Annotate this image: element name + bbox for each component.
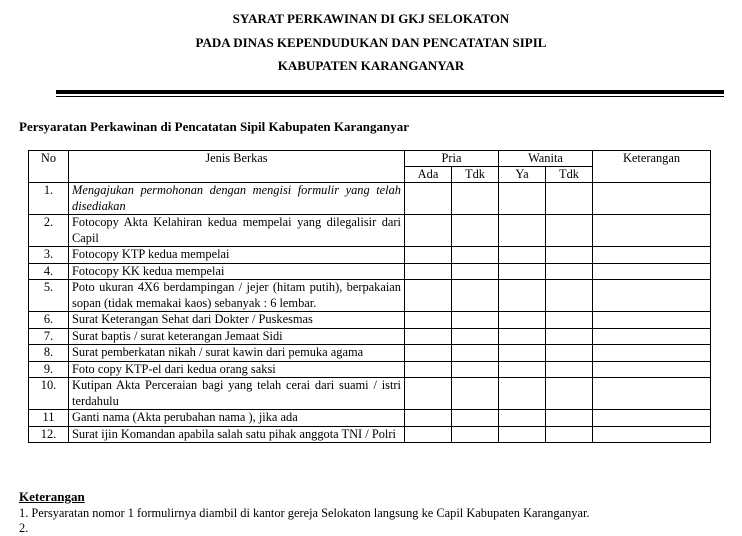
check-cell-wanita-tdk xyxy=(546,183,593,215)
keterangan-note-2: 2. xyxy=(19,521,29,535)
document-title-line-2: PADA DINAS KEPENDUDUKAN DAN PENCATATAN SIPIL xyxy=(195,35,547,50)
row-number: 5. xyxy=(29,280,69,312)
row-description: Fotocopy KK kedua mempelai xyxy=(69,263,405,280)
header-pria: Pria xyxy=(405,151,499,167)
check-cell-pria-tdk xyxy=(452,183,499,215)
check-cell-pria-ada xyxy=(405,345,452,362)
header-jenis-berkas: Jenis Berkas xyxy=(69,151,405,183)
header-wanita-tdk: Tdk xyxy=(546,167,593,183)
check-cell-pria-tdk xyxy=(452,378,499,410)
check-cell-wanita-tdk xyxy=(546,263,593,280)
keterangan-cell xyxy=(593,215,711,247)
table-row xyxy=(29,263,711,280)
header-divider-thick xyxy=(56,90,724,94)
check-cell-wanita-ya xyxy=(499,345,546,362)
check-cell-pria-ada xyxy=(405,215,452,247)
header-no: No xyxy=(29,151,69,183)
check-cell-pria-tdk xyxy=(452,328,499,345)
row-number: 12. xyxy=(29,426,69,443)
keterangan-cell xyxy=(593,312,711,329)
keterangan-title: Keterangan xyxy=(19,489,85,504)
check-cell-pria-tdk xyxy=(452,426,499,443)
check-cell-pria-ada xyxy=(405,247,452,264)
keterangan-note-1: 1. Persyaratan nomor 1 formulirnya diambil di kantor gereja Selokaton langsung ke Capil Kabupaten Karanganyar. xyxy=(19,506,590,520)
table-row xyxy=(29,312,711,329)
table-row xyxy=(29,378,711,410)
row-number: 6. xyxy=(29,312,69,329)
row-description: Mengajukan permohonan dengan mengisi formulir yang telah disediakan xyxy=(69,183,405,215)
keterangan-cell xyxy=(593,280,711,312)
table-row xyxy=(29,410,711,427)
row-number: 7. xyxy=(29,328,69,345)
check-cell-wanita-tdk xyxy=(546,345,593,362)
row-description: Surat baptis / surat keterangan Jemaat Sidi xyxy=(69,328,405,345)
check-cell-wanita-ya xyxy=(499,312,546,329)
check-cell-wanita-ya xyxy=(499,361,546,378)
table-row xyxy=(29,215,711,247)
check-cell-wanita-ya xyxy=(499,280,546,312)
check-cell-wanita-tdk xyxy=(546,215,593,247)
row-description: Ganti nama (Akta perubahan nama ), jika ada xyxy=(69,410,405,427)
check-cell-pria-tdk xyxy=(452,361,499,378)
check-cell-pria-tdk xyxy=(452,312,499,329)
header-wanita-ya: Ya xyxy=(499,167,546,183)
header-wanita: Wanita xyxy=(499,151,593,167)
check-cell-wanita-ya xyxy=(499,378,546,410)
row-number: 1. xyxy=(29,183,69,215)
document-title-line-1: SYARAT PERKAWINAN DI GKJ SELOKATON xyxy=(232,11,510,26)
check-cell-pria-ada xyxy=(405,183,452,215)
table-header-row xyxy=(29,151,711,167)
check-cell-wanita-ya xyxy=(499,426,546,443)
check-cell-wanita-tdk xyxy=(546,247,593,264)
check-cell-wanita-tdk xyxy=(546,312,593,329)
keterangan-cell xyxy=(593,328,711,345)
check-cell-pria-tdk xyxy=(452,345,499,362)
check-cell-wanita-tdk xyxy=(546,328,593,345)
header-pria-ada: Ada xyxy=(405,167,452,183)
row-description: Poto ukuran 4X6 berdampingan / jejer (hitam putih), berpakaian sopan (tidak memakai kaos) sebanyak : 6 lembar. xyxy=(69,280,405,312)
check-cell-wanita-ya xyxy=(499,410,546,427)
check-cell-wanita-ya xyxy=(499,263,546,280)
table-row xyxy=(29,247,711,264)
check-cell-pria-tdk xyxy=(452,410,499,427)
keterangan-cell xyxy=(593,410,711,427)
table-row xyxy=(29,426,711,443)
row-description: Fotocopy Akta Kelahiran kedua mempelai yang dilegalisir dari Capil xyxy=(69,215,405,247)
row-description: Fotocopy KTP kedua mempelai xyxy=(69,247,405,264)
document-title-line-3: KABUPATEN KARANGANYAR xyxy=(277,58,465,73)
keterangan-cell xyxy=(593,247,711,264)
row-description: Surat ijin Komandan apabila salah satu pihak anggota TNI / Polri xyxy=(69,426,405,443)
check-cell-pria-ada xyxy=(405,263,452,280)
row-number: 8. xyxy=(29,345,69,362)
check-cell-wanita-ya xyxy=(499,328,546,345)
check-cell-pria-tdk xyxy=(452,215,499,247)
row-description: Surat Keterangan Sehat dari Dokter / Puskesmas xyxy=(69,312,405,329)
table-row xyxy=(29,183,711,215)
check-cell-pria-ada xyxy=(405,410,452,427)
keterangan-cell xyxy=(593,183,711,215)
table-row xyxy=(29,280,711,312)
row-description: Surat pemberkatan nikah / surat kawin dari pemuka agama xyxy=(69,345,405,362)
header-keterangan: Keterangan xyxy=(593,151,711,183)
row-number: 2. xyxy=(29,215,69,247)
row-number: 10. xyxy=(29,378,69,410)
check-cell-wanita-tdk xyxy=(546,410,593,427)
check-cell-pria-ada xyxy=(405,361,452,378)
check-cell-wanita-ya xyxy=(499,215,546,247)
table-row xyxy=(29,328,711,345)
keterangan-cell xyxy=(593,345,711,362)
check-cell-pria-tdk xyxy=(452,247,499,264)
check-cell-pria-ada xyxy=(405,280,452,312)
table-row xyxy=(29,345,711,362)
check-cell-pria-ada xyxy=(405,312,452,329)
check-cell-wanita-tdk xyxy=(546,361,593,378)
section-title: Persyaratan Perkawinan di Pencatatan Sipil Kabupaten Karanganyar xyxy=(19,119,410,134)
row-number: 9. xyxy=(29,361,69,378)
row-number: 4. xyxy=(29,263,69,280)
check-cell-wanita-tdk xyxy=(546,280,593,312)
check-cell-wanita-ya xyxy=(499,183,546,215)
requirements-table xyxy=(28,150,711,443)
check-cell-pria-tdk xyxy=(452,263,499,280)
header-divider-thin xyxy=(56,96,724,97)
check-cell-pria-ada xyxy=(405,378,452,410)
check-cell-pria-ada xyxy=(405,426,452,443)
check-cell-wanita-ya xyxy=(499,247,546,264)
keterangan-cell xyxy=(593,378,711,410)
row-description: Kutipan Akta Perceraian bagi yang telah cerai dari suami / istri terdahulu xyxy=(69,378,405,410)
keterangan-cell xyxy=(593,263,711,280)
check-cell-wanita-tdk xyxy=(546,426,593,443)
table-row xyxy=(29,361,711,378)
check-cell-pria-ada xyxy=(405,328,452,345)
check-cell-pria-tdk xyxy=(452,280,499,312)
keterangan-cell xyxy=(593,426,711,443)
row-number: 11 xyxy=(29,410,69,427)
row-number: 3. xyxy=(29,247,69,264)
keterangan-cell xyxy=(593,361,711,378)
header-pria-tdk: Tdk xyxy=(452,167,499,183)
check-cell-wanita-tdk xyxy=(546,378,593,410)
row-description: Foto copy KTP-el dari kedua orang saksi xyxy=(69,361,405,378)
